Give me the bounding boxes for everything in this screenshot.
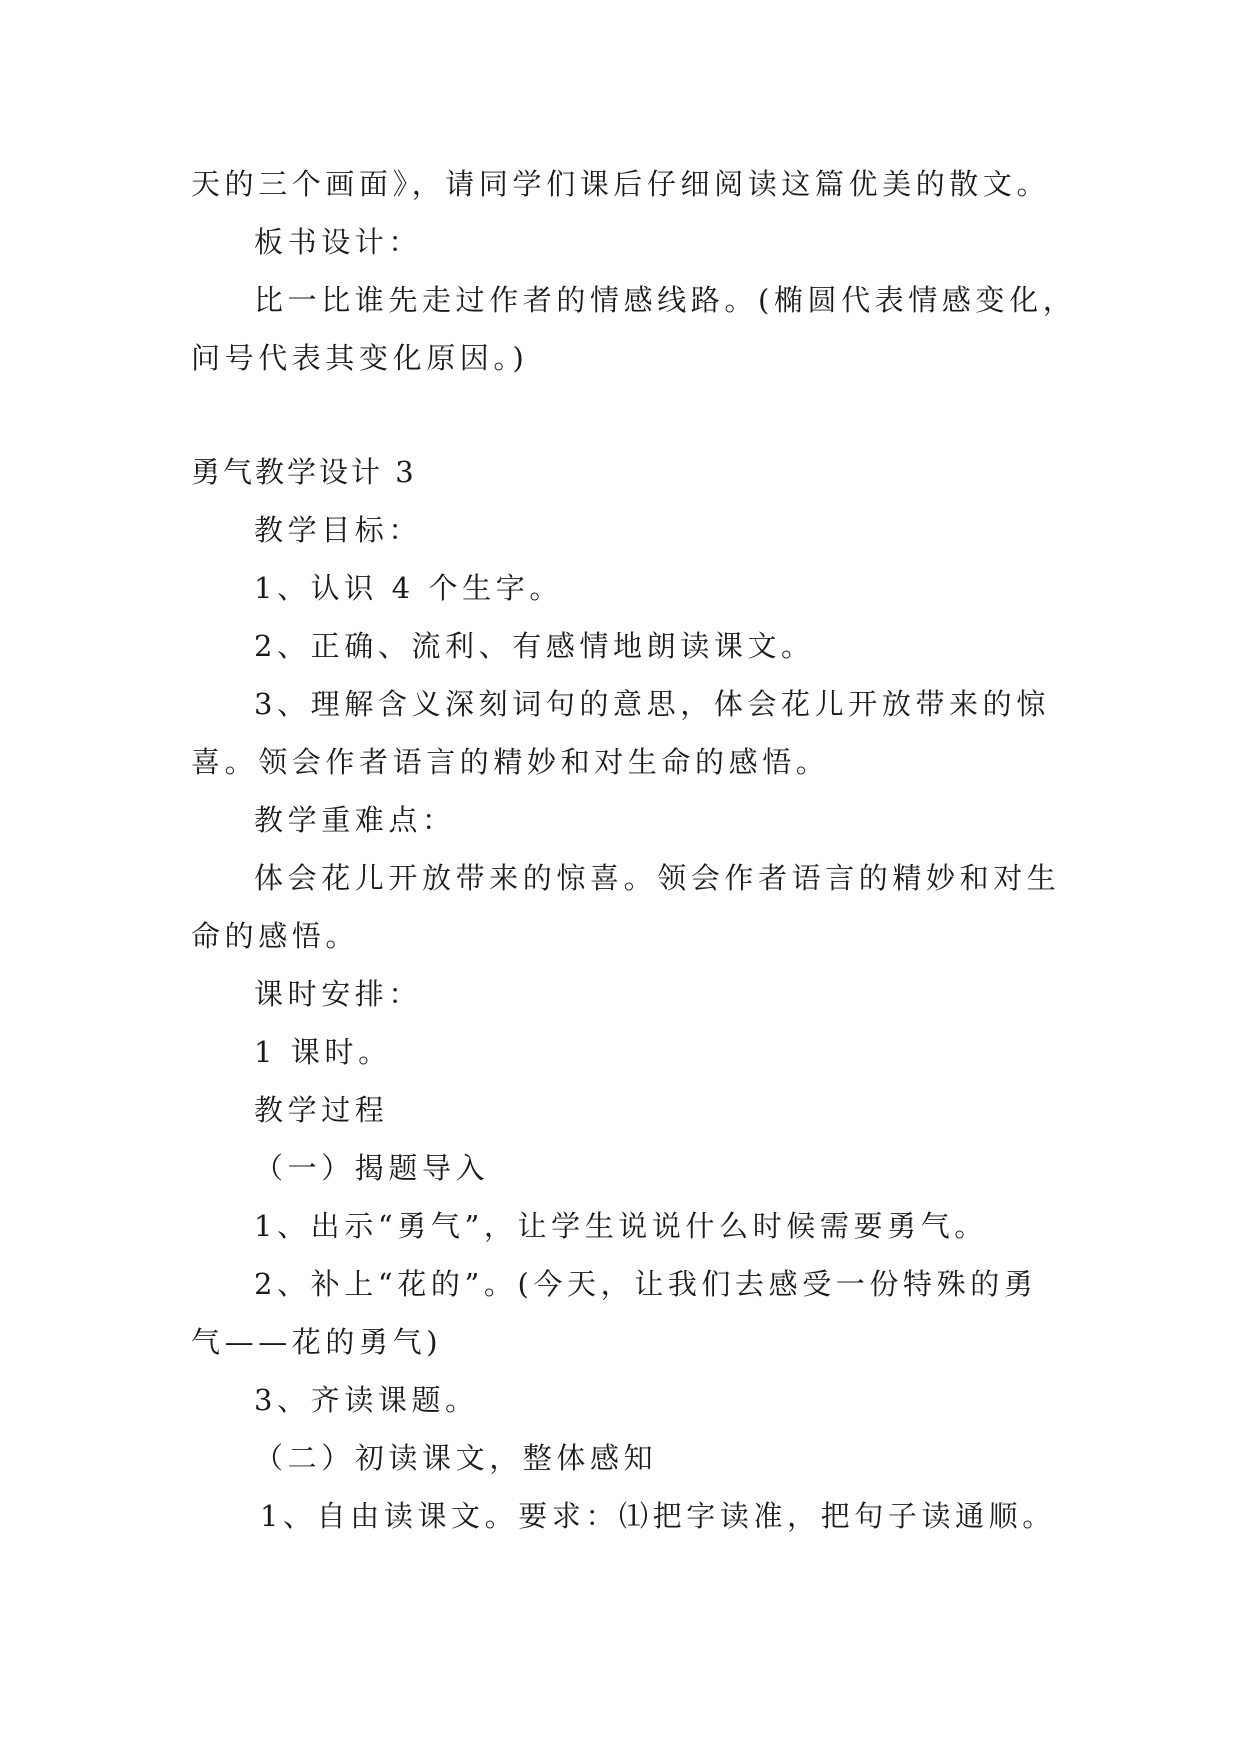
subsection-heading: （二）初读课文，整体感知 — [254, 1441, 658, 1475]
paragraph-line: 喜。领会作者语言的精妙和对生命的感悟。 — [191, 745, 830, 779]
paragraph-line: 1 课时。 — [254, 1035, 392, 1069]
paragraph-line: 天的三个画面》，请同学们课后仔细阅读这篇优美的散文。 — [191, 167, 1051, 201]
paragraph-line: 比一比谁先走过作者的情感线路。(椭圆代表情感变化， — [254, 283, 1077, 317]
paragraph-line: 问号代表其变化原因。) — [191, 341, 529, 375]
section-label-schedule: 课时安排： — [254, 977, 423, 1011]
paragraph-line: 体会花儿开放带来的惊喜。领会作者语言的精妙和对生 — [254, 861, 1061, 895]
paragraph-line: 命的感悟。 — [191, 919, 360, 953]
section-label-process: 教学过程 — [254, 1093, 389, 1127]
section-label-objectives: 教学目标： — [254, 513, 423, 547]
list-item: 3、理解含义深刻词句的意思，体会花儿开放带来的惊 — [254, 687, 1050, 721]
list-item: 1、自由读课文。要求：⑴把字读准，把句子读通顺。 — [260, 1499, 1056, 1533]
list-item: 2、补上“花的”。(今天，让我们去感受一份特殊的勇 — [254, 1267, 1038, 1301]
list-item: 2、正确、流利、有感情地朗读课文。 — [254, 629, 815, 663]
section-heading: 勇气教学设计 3 — [191, 455, 417, 489]
list-item: 3、齐读课题。 — [254, 1383, 479, 1417]
section-label-key-points: 教学重难点： — [254, 803, 456, 837]
section-label-board-design: 板书设计： — [254, 225, 423, 259]
subsection-heading: （一）揭题导入 — [254, 1151, 490, 1185]
list-item: 1、认识 4 个生字。 — [254, 571, 563, 605]
paragraph-line: 气——花的勇气) — [191, 1325, 443, 1359]
list-item: 1、出示“勇气”，让学生说说什么时候需要勇气。 — [254, 1209, 988, 1243]
